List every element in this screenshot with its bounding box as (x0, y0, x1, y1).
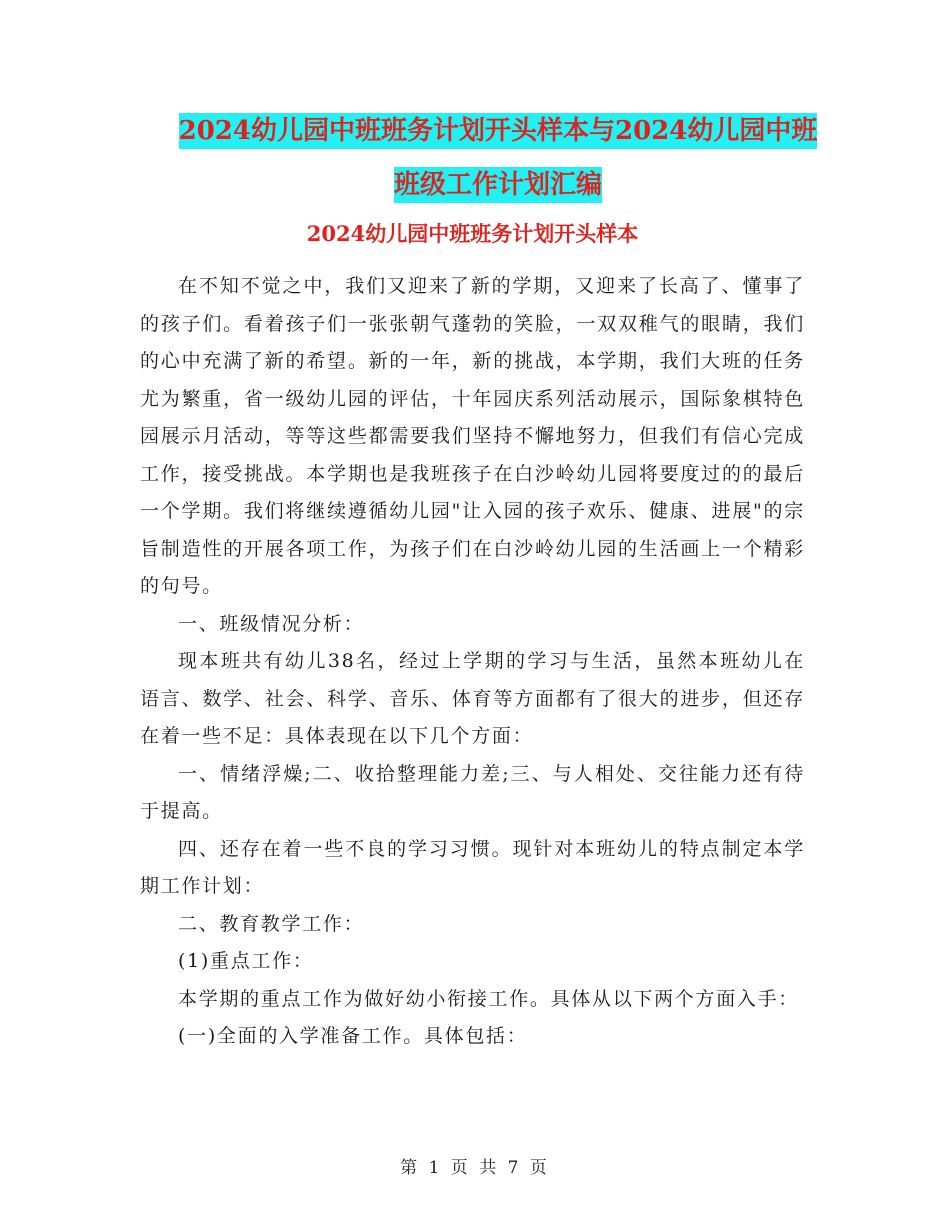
section-title: 2024幼儿园中班班务计划开头样本 (306, 221, 639, 246)
paragraph-key-work-label: (1)重点工作： (178, 950, 314, 972)
paragraph-habits: 四、还存在着一些不良的学习习惯。现针对本班幼儿的特点制定本学期工作计划： (140, 837, 805, 897)
document-body (140, 268, 805, 1056)
document-title-line-2: 班级工作计划汇编 (394, 167, 602, 203)
paragraph-preparation: (一)全面的入学准备工作。具体包括： (178, 1025, 528, 1047)
document-title-line-1: 2024幼儿园中班班务计划开头样本与2024幼儿园中班 (179, 113, 818, 149)
paragraph-issues-list: 一、情绪浮燥;二、收拾整理能力差;三、与人相处、交往能力还有待于提高。 (140, 762, 805, 822)
document-title (130, 104, 866, 212)
page-footer: 第 1 页 共 7 页 (400, 1158, 550, 1178)
paragraph-heading-teaching: 二、教育教学工作： (178, 912, 365, 935)
paragraph-heading-class-analysis: 一、班级情况分析： (178, 612, 365, 635)
paragraph-class-status: 现本班共有幼儿38名，经过上学期的学习与生活，虽然本班幼儿在语言、数学、社会、科学、音乐、体育等方面都有了很大的进步，但还存在着一些不足：具体表现在以下几个方面： (140, 650, 805, 747)
paragraph-intro: 在不知不觉之中，我们又迎来了新的学期，又迎来了长高了、懂事了的孩子们。看着孩子们一张张朝气蓬勃的笑脸，一双双稚气的眼睛，我们的心中充满了新的希望。新的一年，新的挑战，本学期，我们大班的任务尤为繁重，省一级幼儿园的评估，十年园庆系列活动展示，国际象棋特色园展示月活动，等等这些都需要我们坚持不懈地努力，但我们有信心完成工作，接受挑战。本学期也是我班孩子在白沙岭幼儿园将要度过的的最后一个学期。我们将继续遵循幼儿园"让入园的孩子欢乐、健康、进展"的宗旨制造性的开展各项工作，为孩子们在白沙岭幼儿园的生活画上一个精彩的句号。 (140, 275, 805, 597)
paragraph-key-work: 本学期的重点工作为做好幼小衔接工作。具体从以下两个方面入手： (178, 987, 800, 1010)
